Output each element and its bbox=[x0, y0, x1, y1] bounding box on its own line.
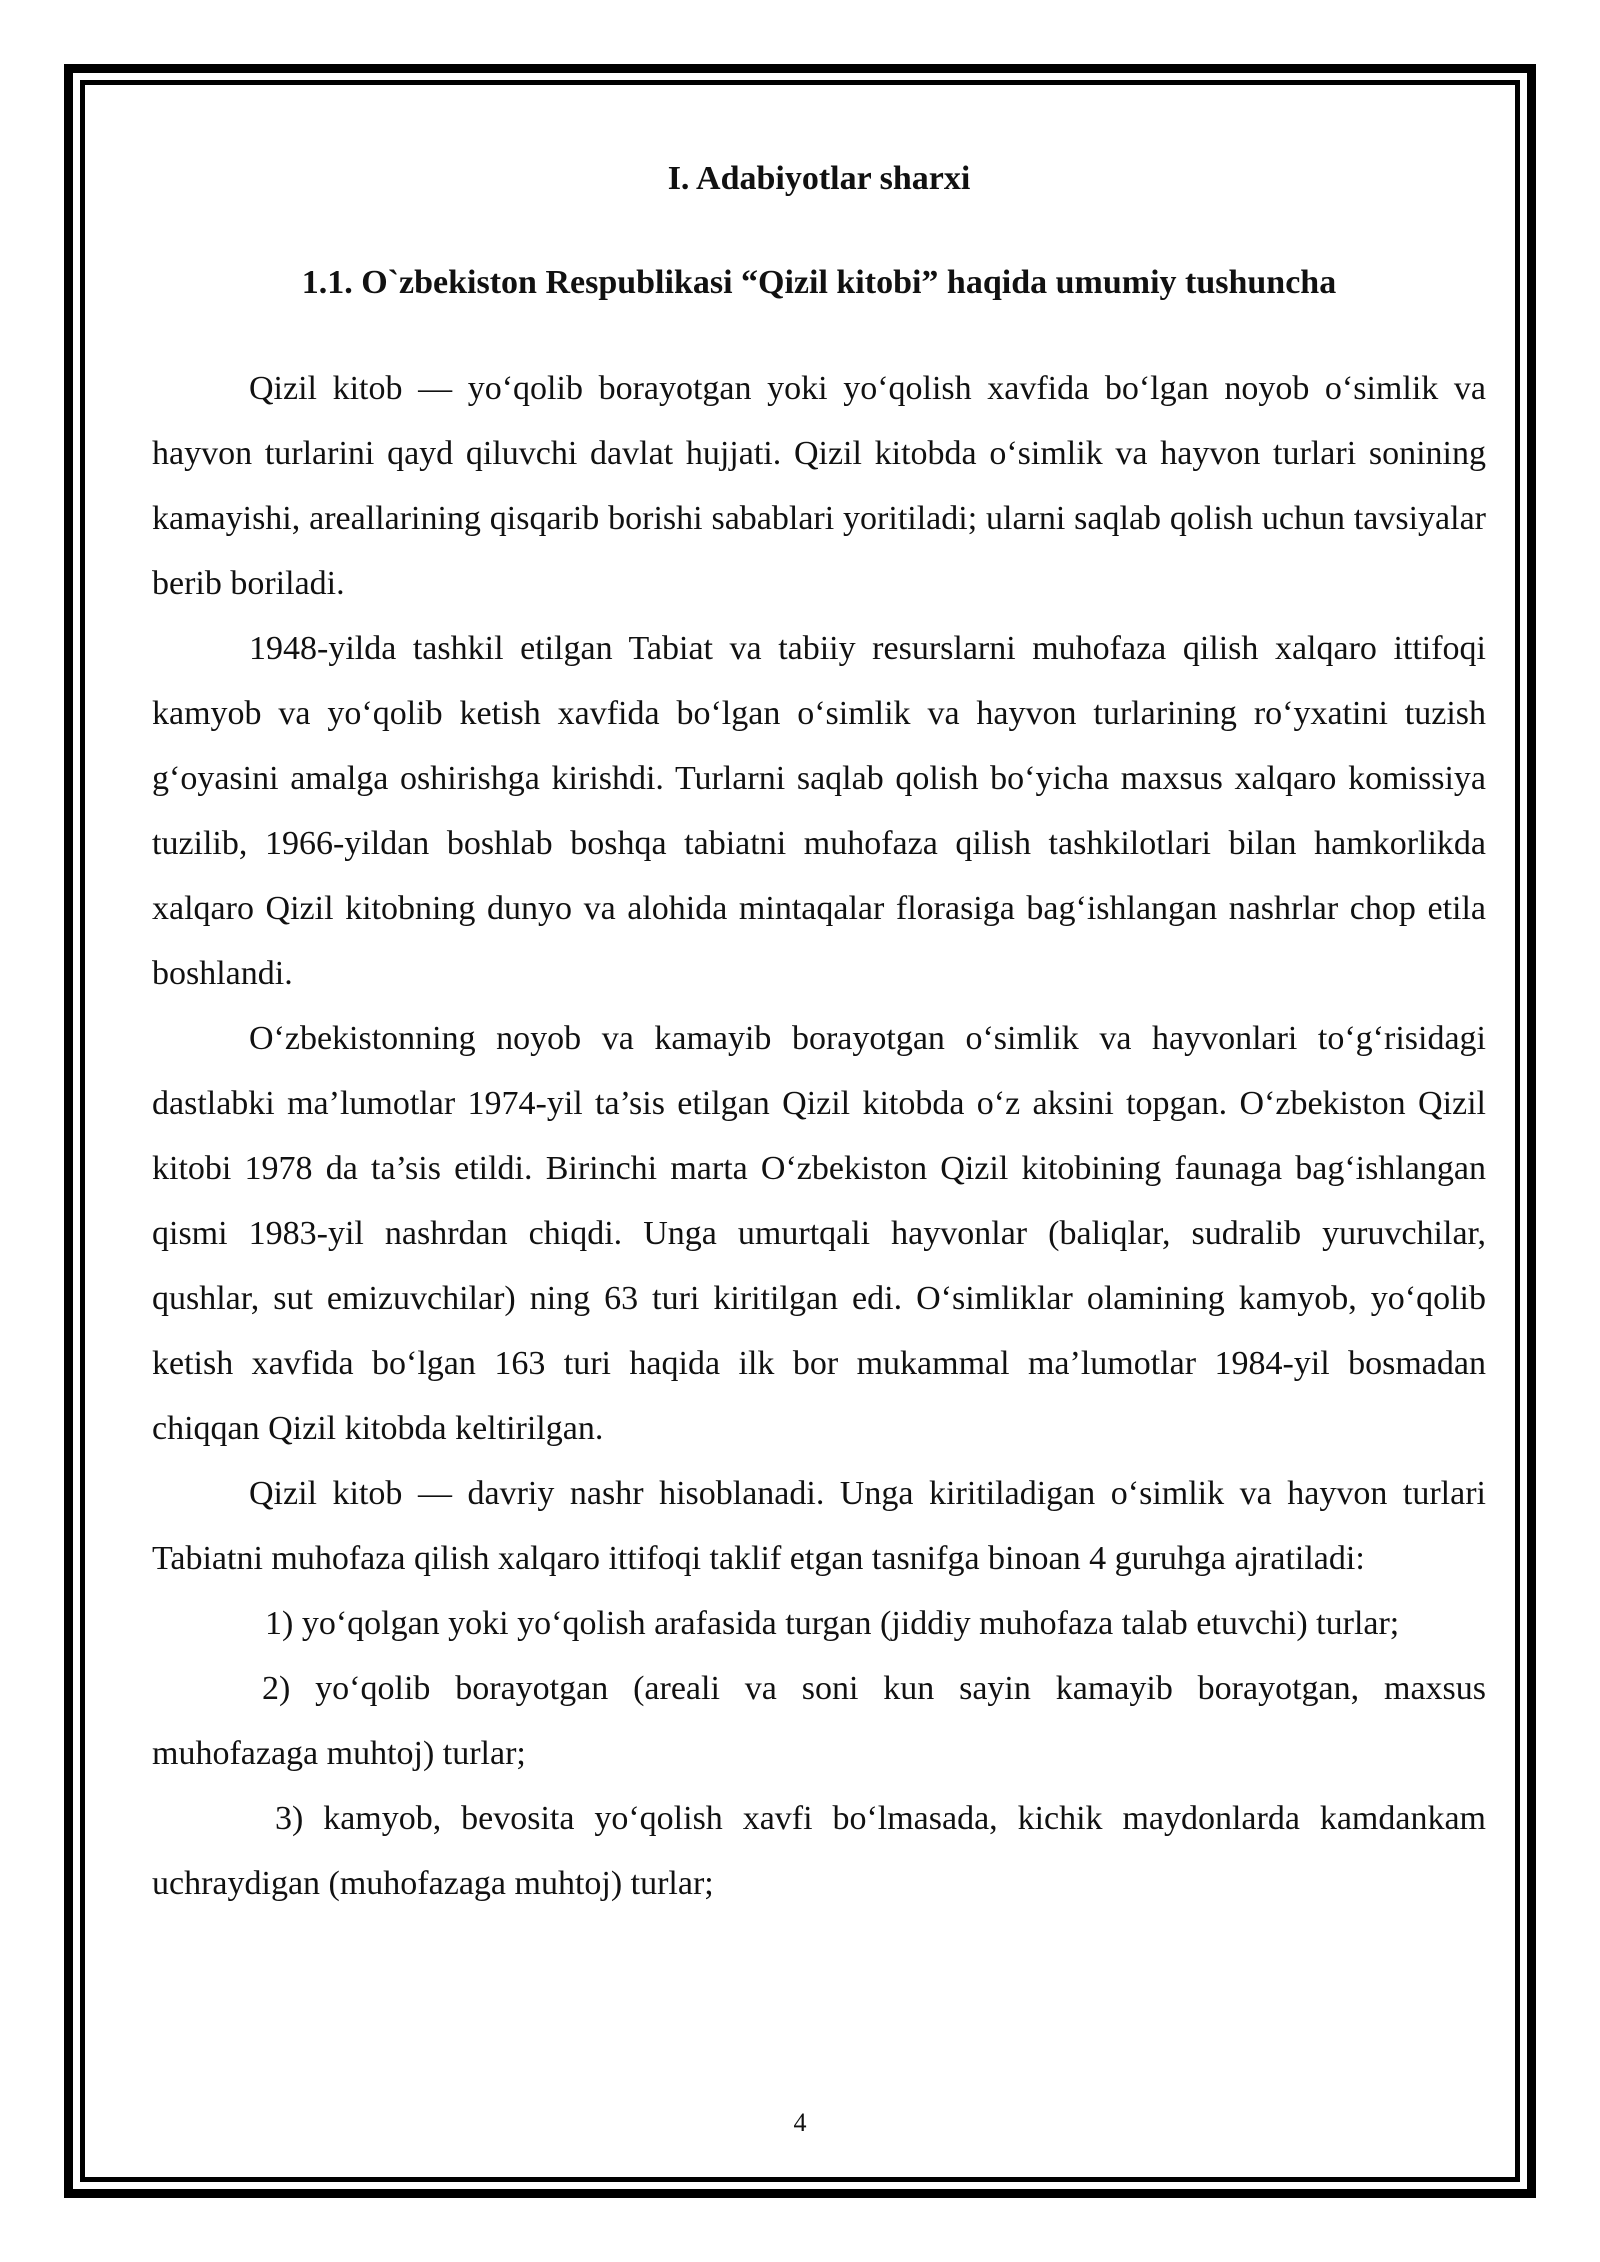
list-item: 2) yo‘qolib borayotgan (areali va soni kun sayin kamayib borayotgan, maxsus muhofazaga muhtoj) turlar; bbox=[152, 1670, 1486, 1772]
list-item: 1) yo‘qolgan yoki yo‘qolish arafasida turgan (jiddiy muhofaza talab etuvchi) turlar; bbox=[265, 1605, 1400, 1642]
section-title: I. Adabiyotlar sharxi bbox=[667, 160, 971, 197]
document-body bbox=[152, 140, 1486, 1916]
paragraph: Qizil kitob — yo‘qolib borayotgan yoki yo‘qolish xavfida bo‘lgan noyob o‘simlik va hayvon turlarini qayd qiluvchi davlat hujjati. Qizil kitobda o‘simlik va hayvon turlari sonining kamayishi, areallarining qisqarib borishi sabablari yoritiladi; ularni saqlab qolish uchun tavsiyalar berib boriladi. bbox=[152, 370, 1486, 602]
paragraph: O‘zbekistonning noyob va kamayib borayotgan o‘simlik va hayvonlari to‘g‘risidagi dastlabki ma’lumotlar 1974-yil ta’sis etilgan Qizil kitobda o‘z aksini topgan. O‘zbekiston Qizil kitobi 1978 da ta’sis etildi. Birinchi marta O‘zbekiston Qizil kitobining faunaga bag‘ishlangan qismi 1983-yil nashrdan chiqdi. Unga umurtqali hayvonlar (baliqlar, sudralib yuruvchilar, qushlar, sut emizuvchilar) ning 63 turi kiritilgan edi. O‘simliklar olamining kamyob, yo‘qolib ketish xavfida bo‘lgan 163 turi haqida ilk bor mukammal ma’lumotlar 1984-yil bosmadan chiqqan Qizil kitobda keltirilgan. bbox=[152, 1020, 1486, 1447]
subsection-title: 1.1. O`zbekiston Respublikasi “Qizil kitobi” haqida umumiy tushuncha bbox=[301, 264, 1337, 301]
list-item: 3) kamyob, bevosita yo‘qolish xavfi bo‘lmasada, kichik maydonlarda kamdankam uchraydigan (muhofazaga muhtoj) turlar; bbox=[152, 1800, 1486, 1902]
page-number: 4 bbox=[793, 2108, 807, 2137]
paragraph: 1948-yilda tashkil etilgan Tabiat va tabiiy resurslarni muhofaza qilish xalqaro ittifoqi kamyob va yo‘qolib ketish xavfida bo‘lgan o‘simlik va hayvon turlarining ro‘yxatini tuzish g‘oyasini amalga oshirishga kirishdi. Turlarni saqlab qolish bo‘yicha maxsus xalqaro komissiya tuzilib, 1966-yildan boshlab boshqa tabiatni muhofaza qilish tashkilotlari bilan hamkorlikda xalqaro Qizil kitobning dunyo va alohida mintaqalar florasiga bag‘ishlangan nashrlar chop etila boshlandi. bbox=[152, 630, 1486, 992]
paragraph: Qizil kitob — davriy nashr hisoblanadi. Unga kiritiladigan o‘simlik va hayvon turlari Tabiatni muhofaza qilish xalqaro ittifoqi taklif etgan tasnifga binoan 4 guruhga ajratiladi: bbox=[152, 1475, 1486, 1577]
